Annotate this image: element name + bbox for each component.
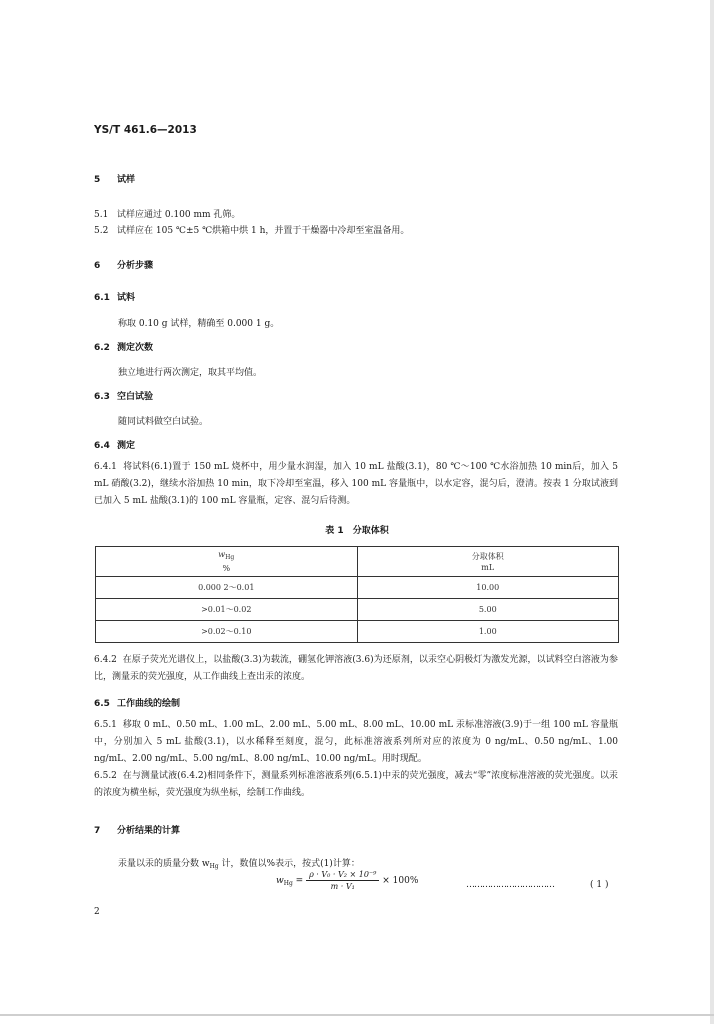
intro-subscript: Hg (209, 863, 219, 870)
section-number: 6.2 (94, 343, 110, 353)
clause-text: 移取 0 mL、0.50 mL、1.00 mL、2.00 mL、5.00 mL、8.00 mL、10.00 mL 汞标准溶液(3.9)于一组 100 mL 容量瓶中，分别加入 5 mL 盐酸(3.1)，以水稀释至刻度，混匀，此标准溶液系列所对应的浓度为 0 ng/mL、0.50 ng/mL、1.00 ng/mL、2.00 ng/mL、5.00 ng/mL、8.00 ng/mL、10.00 ng/mL。用时现配。 (94, 720, 618, 764)
table-header-volume (357, 547, 619, 577)
clause-text: 试样应通过 0.100 mm 孔筛。 (117, 210, 241, 220)
clause-text: 在与测量试液(6.4.2)相同条件下，测量系列标准溶液系列(6.5.1)中汞的荧光强度，减去“零”浓度标准溶液的荧光强度。以汞的浓度为横坐标，荧光强度为纵坐标，绘制工作曲线。 (94, 771, 618, 798)
section-6-1-text: 称取 0.10 g 试样，精确至 0.000 1 g。 (118, 319, 280, 329)
clause-number: 5.2 (94, 226, 109, 236)
clause-5-1 (94, 207, 240, 220)
section-title: 分析结果的计算 (117, 826, 181, 836)
table-row (96, 599, 619, 621)
section-title: 工作曲线的绘制 (117, 699, 181, 709)
volume-header-label: 分取体积 (471, 551, 504, 561)
section-title: 试料 (117, 293, 136, 303)
formula-fraction (306, 870, 379, 891)
section-title: 试样 (117, 175, 136, 185)
section-6-3-text: 随同试料做空白试验。 (118, 417, 209, 427)
clause-5-2 (94, 223, 409, 236)
clause-number: 6.5.2 (94, 771, 117, 781)
formula-lhs: w (276, 876, 284, 886)
clause-6-5-2 (94, 768, 618, 802)
formula-numerator: ρ · V₀ · V₂ × 10⁻⁹ (306, 870, 379, 881)
clause-number: 6.4.2 (94, 655, 117, 665)
formula-lhs-subscript: Hg (283, 880, 293, 887)
formula-multiplier: × 100% (379, 876, 419, 886)
section-number: 6.1 (94, 293, 110, 303)
mass-fraction-unit: % (222, 564, 231, 573)
clause-number: 6.5.1 (94, 720, 117, 730)
range-cell: >0.01～0.02 (96, 599, 358, 621)
section-number: 6.4 (94, 441, 110, 451)
standard-number: YS/T 461.6—2013 (94, 124, 197, 136)
section-6-3-heading (94, 389, 153, 402)
formula-denominator: m · V₁ (330, 882, 355, 891)
clause-number: 6.4.1 (94, 462, 117, 472)
mass-fraction-subscript: Hg (225, 554, 235, 561)
section-7-heading (94, 823, 180, 836)
table-row (96, 621, 619, 643)
table-header-row (96, 547, 619, 577)
section-5-heading (94, 172, 135, 185)
volume-cell: 5.00 (357, 599, 619, 621)
clause-6-4-1 (94, 459, 618, 510)
section-number: 6 (94, 261, 101, 271)
section-title: 测定次数 (117, 343, 154, 353)
range-cell: >0.02～0.10 (96, 621, 358, 643)
section-6-heading (94, 258, 153, 271)
section-title: 空白试验 (117, 392, 154, 402)
intro-text: 汞量以汞的质量分数 w (118, 859, 210, 869)
section-6-4-heading (94, 438, 135, 451)
volume-table (95, 546, 619, 643)
clause-6-5-1 (94, 717, 618, 768)
table-header-mass-fraction (96, 547, 358, 577)
clause-text: 将试料(6.1)置于 150 mL 烧杯中，用少量水润湿，加入 10 mL 盐酸(3.1)，80 ℃～100 ℃水浴加热 10 min后，加入 5 mL 硝酸(3.2)，继续水浴加热 10 min，取下冷却至室温，移入 100 mL 容量瓶中，以水定容，混匀后，澄清。按表 1 分取试液到已加入 5 mL 盐酸(3.1)的 100 mL 容量瓶，定容、混匀后待测。 (94, 462, 618, 506)
section-title: 测定 (117, 441, 136, 451)
intro-tail: 计，数值以%表示，按式(1)计算： (218, 859, 360, 869)
scan-edge-bottom (0, 1014, 714, 1016)
volume-cell: 10.00 (357, 577, 619, 599)
section-number: 6.3 (94, 392, 110, 402)
table-row (96, 577, 619, 599)
range-cell: 0.000 2～0.01 (96, 577, 358, 599)
clause-text: 在原子荧光光谱仪上，以盐酸(3.3)为载流，硼氢化钾溶液(3.6)为还原剂，以汞空心阴极灯为激发光源，以试料空白溶液为参比，测量汞的荧光强度，从工作曲线上查出汞的浓度。 (94, 655, 618, 682)
mass-fraction-symbol: w (218, 550, 226, 559)
scan-edge-right (710, 0, 714, 1024)
volume-header-unit: mL (481, 562, 495, 572)
section-title: 分析步骤 (117, 261, 154, 271)
formula-label: ( 1 ) (590, 880, 609, 890)
section-number: 6.5 (94, 699, 110, 709)
section-6-2-text: 独立地进行两次测定，取其平均值。 (118, 368, 263, 378)
section-number: 5 (94, 175, 101, 185)
clause-number: 5.1 (94, 210, 109, 220)
section-7-intro (118, 856, 360, 870)
section-6-1-heading (94, 290, 135, 303)
formula-1 (276, 870, 418, 900)
section-6-2-heading (94, 340, 153, 353)
section-number: 7 (94, 826, 101, 836)
clause-6-4-2 (94, 652, 618, 686)
table-1-caption: 表 1 分取体积 (325, 526, 389, 536)
formula-equals: = (292, 876, 307, 886)
clause-text: 试样应在 105 ℃±5 ℃烘箱中烘 1 h，并置于干燥器中冷却至室温备用。 (117, 226, 410, 236)
formula-leader-dots: …………………………… (466, 880, 554, 890)
section-6-5-heading (94, 696, 180, 709)
volume-cell: 1.00 (357, 621, 619, 643)
page-number: 2 (94, 907, 100, 917)
